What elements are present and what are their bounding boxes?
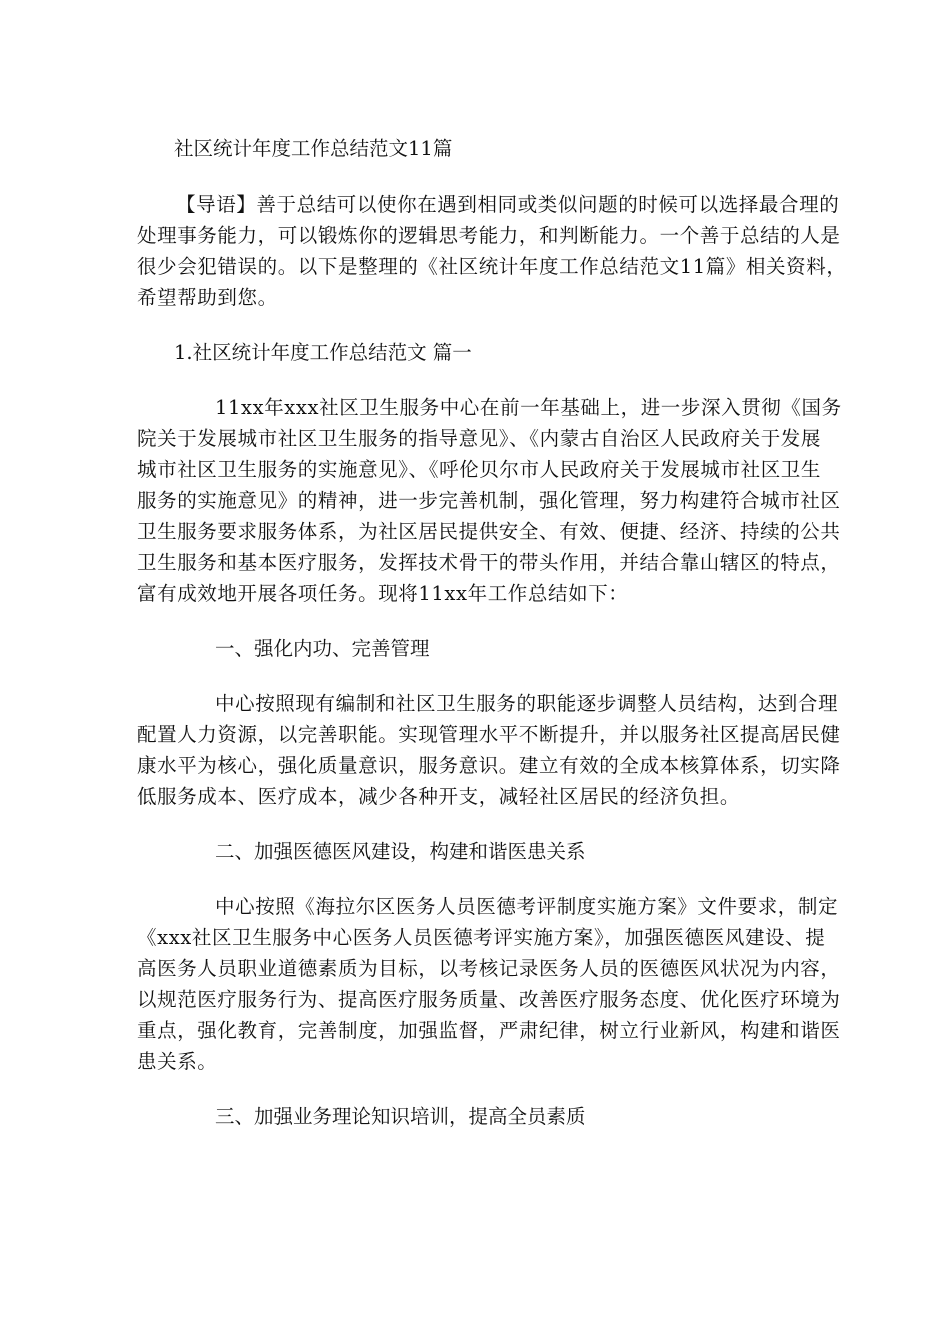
paragraph-line: 11xx年xxx社区卫生服务中心在前一年基础上，进一步深入贯彻《国务 — [215, 396, 842, 419]
paragraph-3 — [137, 891, 841, 1077]
section-title: 1.社区统计年度工作总结范文 篇一 — [174, 341, 472, 364]
intro-line: 【导语】善于总结可以使你在遇到相同或类似问题的时候可以选择最合理的 — [176, 193, 840, 216]
paragraph-line: 重点，强化教育，完善制度，加强监督，严肃纪律，树立行业新风，构建和谐医 — [137, 1019, 841, 1042]
paragraph-line: 院关于发展城市社区卫生服务的指导意见》、《内蒙古自治区人民政府关于发展 — [137, 427, 822, 450]
paragraph-line: 城市社区卫生服务的实施意见》、《呼伦贝尔市人民政府关于发展城市社区卫生 — [137, 458, 822, 481]
paragraph-line: 康水平为核心，强化质量意识，服务意识。建立有效的全成本核算体系，切实降 — [137, 754, 841, 777]
paragraph-line: 中心按照《海拉尔区医务人员医德考评制度实施方案》文件要求，制定 — [215, 895, 839, 918]
paragraph-line: 低服务成本、医疗成本，减少各种开支，减轻社区居民的经济负担。 — [137, 785, 741, 808]
intro-line: 处理事务能力，可以锻炼你的逻辑思考能力，和判断能力。一个善于总结的人是 — [137, 224, 841, 247]
paragraph-line: 患关系。 — [137, 1050, 218, 1073]
document-page — [137, 133, 847, 1156]
intro-line: 很少会犯错误的。以下是整理的《社区统计年度工作总结范文11篇》相关资料， — [137, 255, 847, 278]
paragraph-1 — [137, 392, 842, 609]
paragraph-line: 以规范医疗服务行为、提高医疗服务质量、改善医疗服务态度、优化医疗环境为 — [137, 988, 841, 1011]
intro-line: 希望帮助到您。 — [137, 286, 278, 309]
heading-2: 二、加强医德医风建设，构建和谐医患关系 — [215, 840, 586, 863]
paragraph-line: 卫生服务和基本医疗服务，发挥技术骨干的带头作用，并结合靠山辖区的特点， — [137, 551, 841, 574]
paragraph-line: 中心按照现有编制和社区卫生服务的职能逐步调整人员结构，达到合理 — [215, 692, 839, 715]
document-title: 社区统计年度工作总结范文11篇 — [174, 137, 453, 160]
paragraph-2 — [137, 688, 841, 812]
paragraph-line: 卫生服务要求服务体系，为社区居民提供安全、有效、便捷、经济、持续的公共 — [137, 520, 841, 543]
paragraph-line: 服务的实施意见》的精神，进一步完善机制，强化管理，努力构建符合城市社区 — [137, 489, 841, 512]
heading-3: 三、加强业务理论知识培训，提高全员素质 — [215, 1105, 586, 1128]
heading-1: 一、强化内功、完善管理 — [215, 637, 430, 660]
paragraph-line: 《xxx社区卫生服务中心医务人员医德考评实施方案》，加强医德医风建设、提 — [137, 926, 826, 949]
paragraph-line: 配置人力资源，以完善职能。实现管理水平不断提升，并以服务社区提高居民健 — [137, 723, 841, 746]
paragraph-line: 高医务人员职业道德素质为目标，以考核记录医务人员的医德医风状况为内容， — [137, 957, 841, 980]
intro-paragraph — [137, 189, 847, 313]
paragraph-line: 富有成效地开展各项任务。现将11xx年工作总结如下： — [137, 582, 629, 605]
